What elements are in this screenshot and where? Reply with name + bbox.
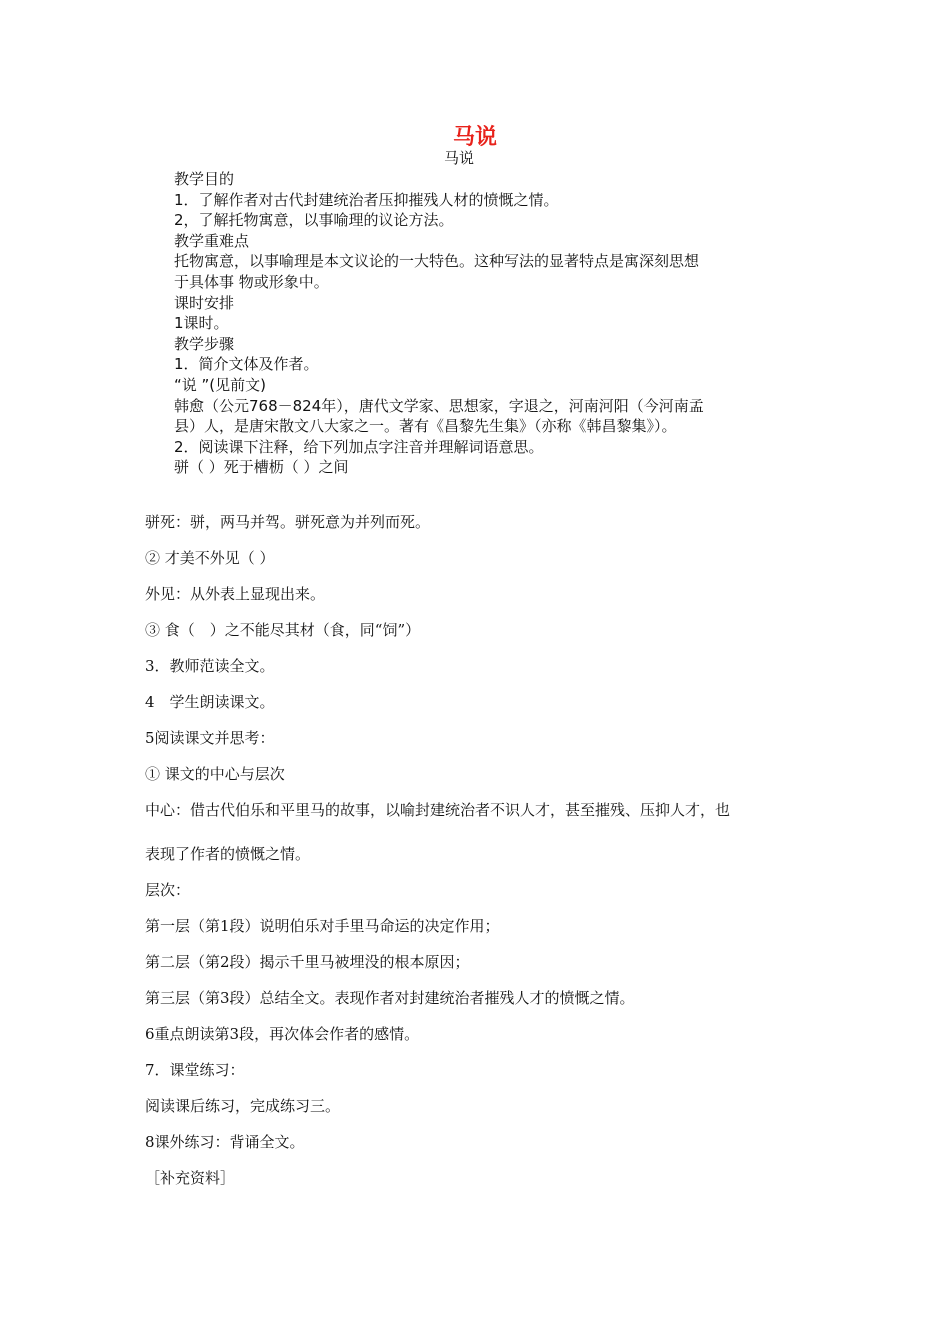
text-line: 骈（ ）死于槽枥（ ）之间 [174,458,349,477]
text-line: 6重点朗读第3段，再次体会作者的感情。 [145,1025,420,1043]
text-line: 2，了解托物寓意，以事喻理的议论方法。 [174,211,454,230]
text-line: 托物寓意，以事喻理是本文议论的一大特色。这种写法的显著特点是寓深刻思想 [174,252,700,271]
text-line: 层次： [145,881,191,899]
text-line: 2．阅读课下注释，给下列加点字注音并理解词语意思。 [174,437,544,456]
text-line: 1．简介文体及作者。 [174,355,319,374]
text-line: 1课时。 [174,314,229,333]
lesson-body-section [145,510,825,1190]
text-line: ③ 食（ ）之不能尽其材（食，同“饲”） [145,621,421,639]
text-line: 1．了解作者对古代封建统治者压抑摧残人材的愤慨之情。 [174,190,559,209]
text-line: ② 才美不外见（ ） [145,549,275,567]
text-line: 教学步骤 [174,334,235,353]
text-line: 阅读课后练习，完成练习三。 [145,1097,341,1115]
text-line: 韩愈（公元768－824年），唐代文学家、思想家，字退之，河南河阳（今河南孟 [174,396,704,415]
text-line: 表现了作者的愤慨之情。 [145,845,311,863]
text-line: 教学重难点 [174,231,250,250]
text-line: 7．课堂练习： [145,1061,245,1079]
text-line: 5阅读课文并思考： [145,729,275,747]
text-line: 外见：从外表上显现出来。 [145,585,326,603]
document-title: 马说 [452,125,497,150]
text-line: ① 课文的中心与层次 [145,765,285,783]
text-line: 课时安排 [174,293,235,312]
document-subtitle: 马说 [443,149,474,167]
text-line: ［补充资料］ [145,1169,236,1187]
text-line: 第三层（第3段）总结全文。表现作者对封建统治者摧残人才的愤慨之情。 [145,989,635,1007]
text-line: 4 学生朗读课文。 [145,693,275,711]
text-line: 于具体事 物或形象中。 [174,272,329,291]
text-line: 8课外练习：背诵全文。 [145,1133,305,1151]
text-line: 教学目的 [174,170,235,188]
text-line: 骈死：骈，两马并驾。骈死意为并列而死。 [145,513,431,531]
text-line: 县）人，是唐宋散文八大家之一。著有《昌黎先生集》（亦称《韩昌黎集》）。 [174,417,677,436]
text-line: “说 ”(见前文) [174,375,267,394]
text-line: 第一层（第1段）说明伯乐对手里马命运的决定作用； [145,917,500,935]
lesson-plan-header-section [174,169,774,478]
text-line: 第二层（第2段）揭示千里马被埋没的根本原因； [145,953,470,971]
text-line: 中心：借古代伯乐和平里马的故事，以喻封建统治者不识人才，甚至摧残、压抑人才，也 [145,801,731,819]
text-line: 3．教师范读全文。 [145,657,275,675]
